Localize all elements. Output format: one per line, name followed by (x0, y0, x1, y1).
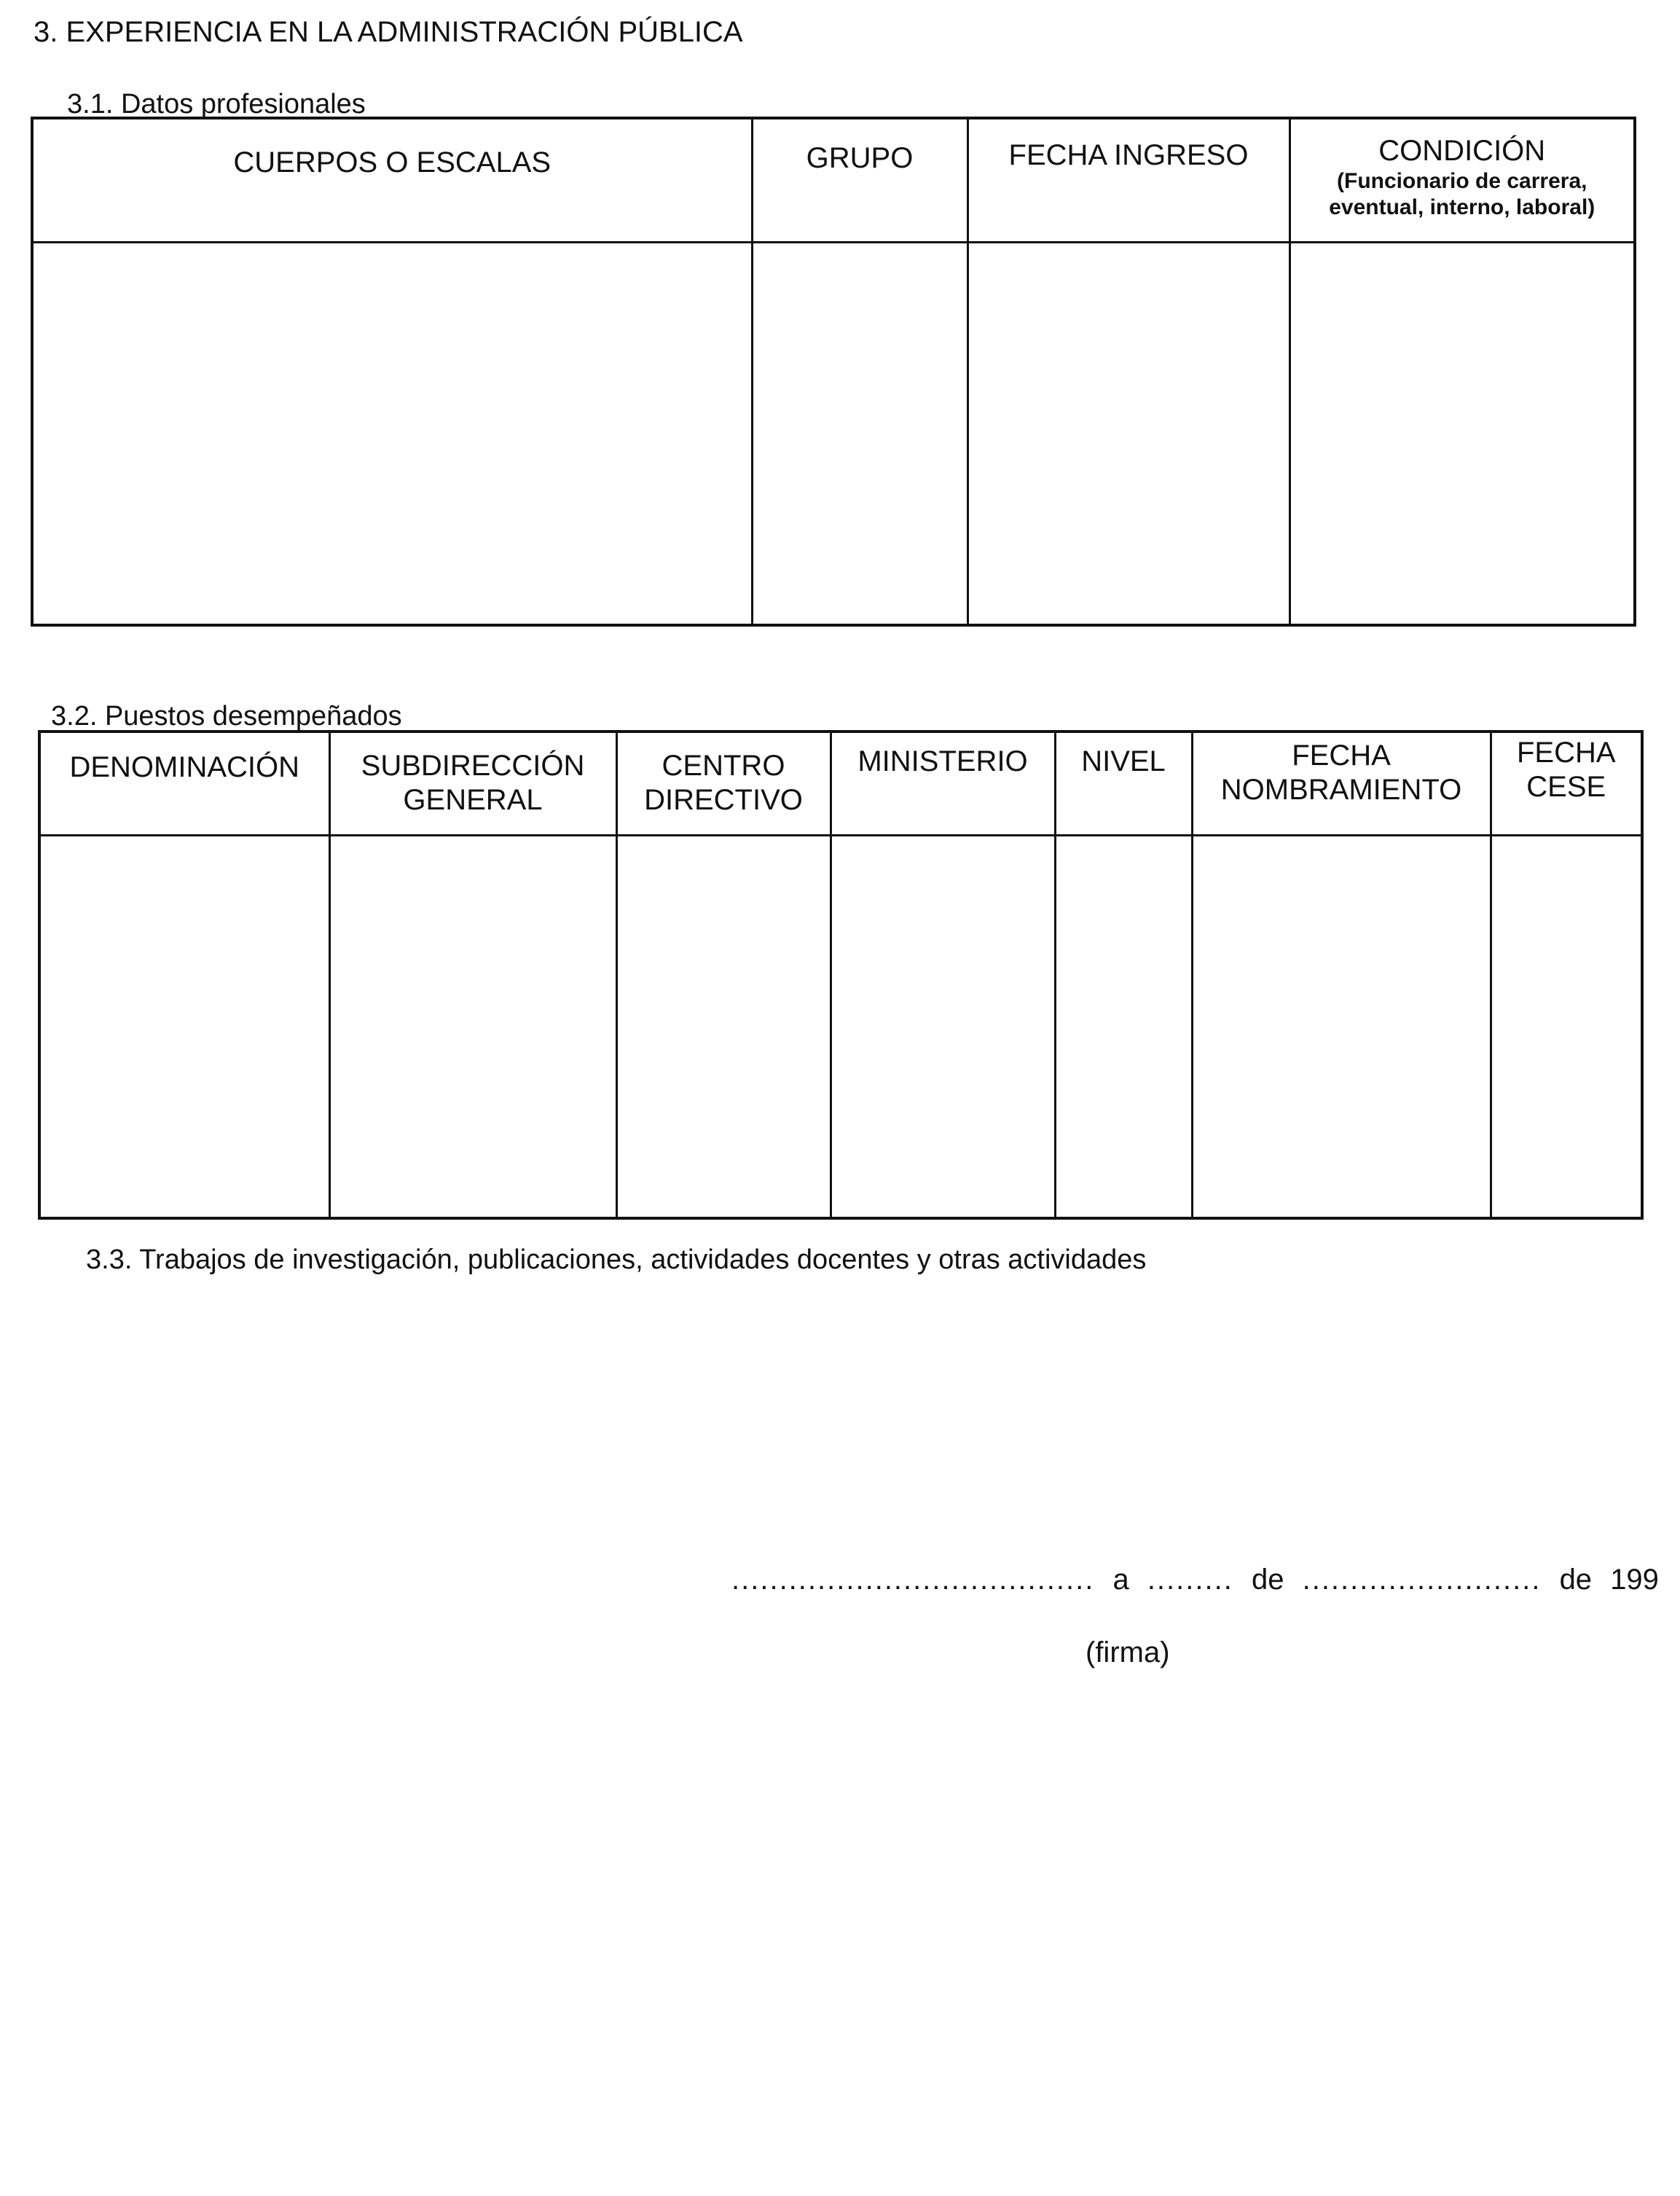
date-de-2: de (1559, 1564, 1593, 1596)
cell-centro-directivo[interactable] (616, 835, 831, 1218)
column-header-fecha-ingreso: FECHA INGRESO (967, 118, 1290, 242)
column-header-denominacion: DENOMINACIÓN (39, 732, 329, 835)
cell-nivel[interactable] (1055, 835, 1192, 1218)
day-field[interactable]: ......... (1147, 1564, 1233, 1596)
column-header-condicion: CONDICIÓN (Funcionario de carrera, eventual, interno, laboral) (1290, 118, 1635, 242)
column-header-subdireccion: SUBDIRECCIÓN GENERAL (329, 732, 616, 835)
date-line (731, 1564, 1659, 1596)
column-header-nivel: NIVEL (1055, 732, 1192, 835)
column-header-fecha-cese: FECHA CESE (1491, 732, 1642, 835)
table-row (39, 835, 1642, 1218)
year-prefix[interactable]: 199 (1610, 1564, 1659, 1596)
column-header-grupo: GRUPO (752, 118, 967, 242)
positions-title: 3.2. Puestos desempeñados (51, 701, 402, 732)
date-de-1: de (1251, 1564, 1284, 1596)
place-field[interactable]: ...................................... (731, 1564, 1095, 1596)
professional-data-table (31, 117, 1636, 627)
signature-label: (firma) (1086, 1636, 1170, 1668)
table-row (32, 242, 1635, 625)
professional-data-title: 3.1. Datos profesionales (67, 89, 366, 119)
cell-fecha-nombramiento[interactable] (1192, 835, 1491, 1218)
cell-denominacion[interactable] (39, 835, 329, 1218)
research-title: 3.3. Trabajos de investigación, publicaciones, actividades docentes y otras actividades (86, 1244, 1147, 1275)
cell-cuerpos[interactable] (32, 242, 752, 625)
cell-subdireccion[interactable] (329, 835, 616, 1218)
positions-table (38, 730, 1644, 1220)
table-header-row (32, 118, 1635, 242)
condicion-note-line2: eventual, interno, laboral) (1329, 195, 1595, 219)
column-header-centro-directivo: CENTRO DIRECTIVO (616, 732, 831, 835)
column-header-cuerpos: CUERPOS O ESCALAS (32, 118, 752, 242)
table-header-row (39, 732, 1642, 835)
condicion-note-line1: (Funcionario de carrera, (1337, 169, 1587, 193)
cell-grupo[interactable] (752, 242, 967, 625)
cell-fecha-cese[interactable] (1491, 835, 1642, 1218)
month-field[interactable]: ......................... (1302, 1564, 1542, 1596)
section-title: 3. EXPERIENCIA EN LA ADMINISTRACIÓN PÚBLICA (34, 16, 743, 48)
cell-fecha-ingreso[interactable] (967, 242, 1290, 625)
cell-ministerio[interactable] (831, 835, 1055, 1218)
date-a: a (1112, 1564, 1129, 1596)
column-header-fecha-nombramiento: FECHA NOMBRAMIENTO (1192, 732, 1491, 835)
column-header-ministerio: MINISTERIO (831, 732, 1055, 835)
cell-condicion[interactable] (1290, 242, 1635, 625)
